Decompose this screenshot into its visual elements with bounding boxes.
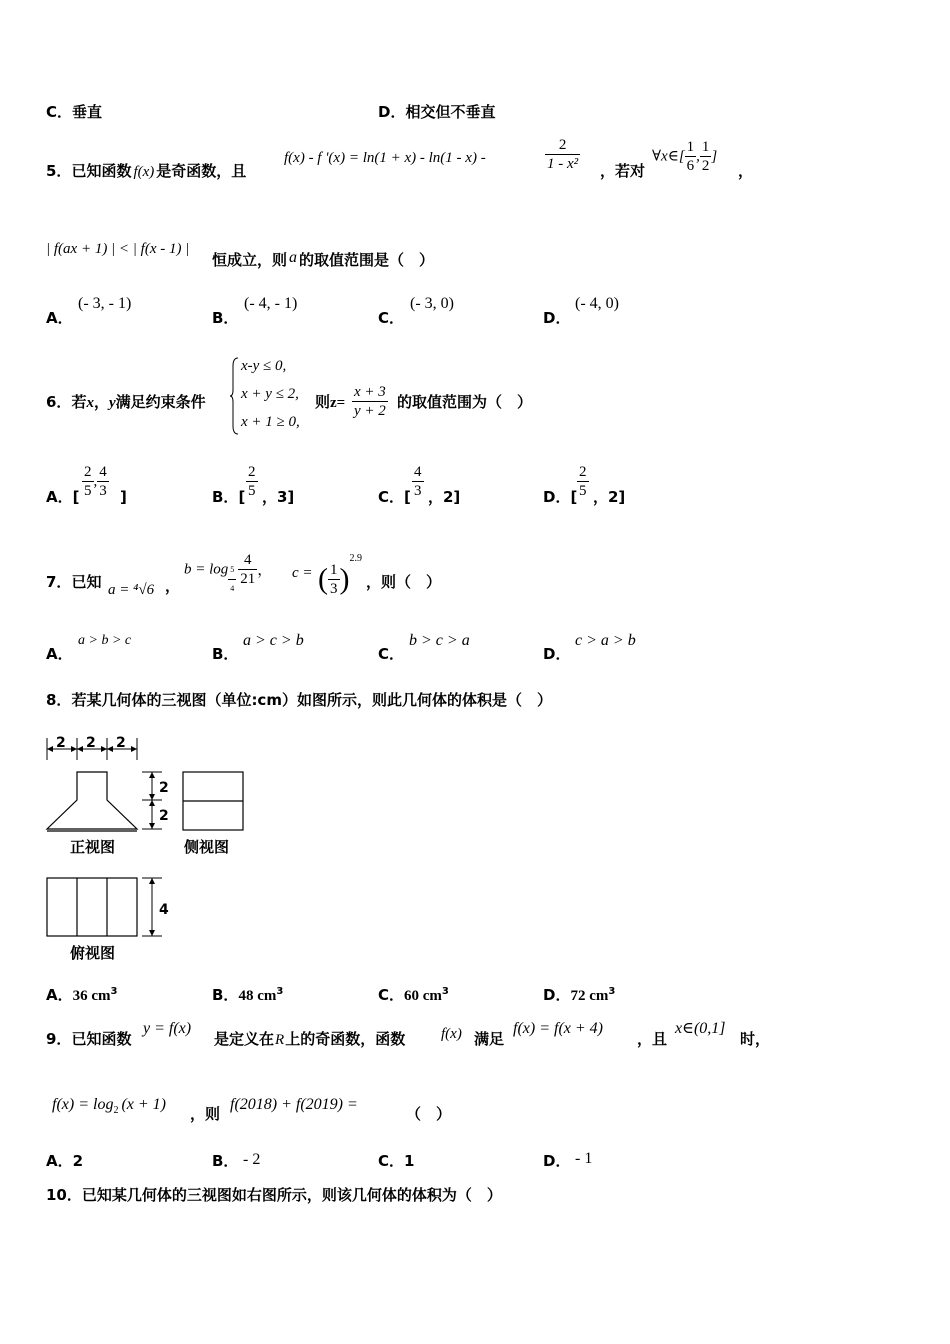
q8-option-a-exp: 3 xyxy=(110,986,118,997)
q4-option-d-letter: D． xyxy=(378,103,406,121)
q5-option-a-letter: A． xyxy=(46,309,73,327)
q9-text-7: ，则 xyxy=(190,1105,221,1123)
q7-option-d-value: c > a > b xyxy=(575,632,636,649)
q7-option-c-value: b > c > a xyxy=(409,632,470,649)
q5-option-b-letter: B． xyxy=(212,309,239,327)
q5-frac-den: 1 - x² xyxy=(547,156,579,172)
q5-frac-num: 2 xyxy=(545,136,580,155)
q6-text-4: 的取值范围为（ ） xyxy=(397,393,533,411)
q7-option-b-value: a > c > b xyxy=(243,632,304,649)
q7-b-base-num: 5 xyxy=(228,561,236,580)
q5-option-c-value: (- 3, 0) xyxy=(410,295,454,312)
q8-front-view-label: 正视图 xyxy=(70,838,116,856)
q5-interval-comma: , xyxy=(696,148,700,165)
q7-b-frac-den: 21 xyxy=(240,571,256,587)
q6-option-d-rest: ，2] xyxy=(593,488,626,506)
q5-interval-f1-num: 1 xyxy=(686,139,695,155)
q8-option-a-letter: A． xyxy=(46,986,73,1004)
q9-text-8: （ ） xyxy=(406,1105,452,1123)
q7-option-a-letter: A． xyxy=(46,645,73,663)
q9-sum: f(2018) + f(2019) = xyxy=(230,1096,358,1113)
q9-text-4: 满足 xyxy=(474,1030,505,1048)
q9-stem-part1 xyxy=(46,1030,131,1048)
q6-objective-fraction xyxy=(352,383,388,420)
q9-definition xyxy=(52,1096,166,1120)
q6-number: 6． xyxy=(46,393,72,411)
q6-option-a-close: ] xyxy=(120,488,127,506)
q7-option-a-value: a > b > c xyxy=(78,633,132,648)
q6-option-d-den: 5 xyxy=(579,483,587,499)
q6-constraint-brace xyxy=(230,356,240,440)
q8-option-d xyxy=(543,983,615,1005)
q6-text-2: 满足约束条件 xyxy=(115,393,206,411)
q9-fx: f(x) xyxy=(441,1026,462,1042)
q10-text: 已知某几何体的三视图如右图所示，则该几何体的体积为（ ） xyxy=(81,1186,502,1204)
q9-def-log: f(x) = log xyxy=(52,1096,114,1113)
q7-text-1: 已知 xyxy=(71,573,102,591)
q6-var-z: z= xyxy=(330,395,346,411)
q6-stem-part1 xyxy=(46,393,206,412)
q7-option-b-letter: B． xyxy=(212,645,239,663)
q8-option-b xyxy=(212,983,283,1005)
q5-option-d-value: (- 4, 0) xyxy=(575,295,619,312)
q4-option-c-text: 垂直 xyxy=(72,103,103,121)
q8-dim-top-2: 2 xyxy=(86,735,96,751)
q6-option-a xyxy=(46,488,79,506)
q6-sep: ， xyxy=(93,393,109,411)
q9-option-a-letter: A． xyxy=(46,1152,73,1170)
q5-inequality: | f(ax + 1) | < | f(x - 1) | xyxy=(46,241,190,257)
q6-option-b-den: 5 xyxy=(248,483,256,499)
q6-option-a-n2: 4 xyxy=(99,464,107,480)
q7-c-paren-close: ) xyxy=(339,562,350,596)
q6-option-a-letter: A． xyxy=(46,488,73,506)
q5-text-2: 是奇函数，且 xyxy=(156,162,247,180)
q9-option-c xyxy=(378,1152,414,1170)
q4-option-d-text: 相交但不垂直 xyxy=(405,103,496,121)
q7-b-log: b = log xyxy=(184,561,229,578)
q5-text-1: 已知函数 xyxy=(71,162,132,180)
q5-fx: f(x) xyxy=(133,164,155,180)
q6-option-c-letter: C． xyxy=(378,488,405,506)
q7-c-exponent: 2.9 xyxy=(349,553,362,564)
q7-a-expr: a = ⁴√6 xyxy=(108,582,155,598)
q5-text-4: ， xyxy=(738,162,754,180)
q6-option-c-den: 3 xyxy=(414,483,422,499)
q6-option-b-letter: B． xyxy=(212,488,239,506)
q6-constraint-2: x + y ≤ 2, xyxy=(241,386,299,402)
q6-option-c-fraction xyxy=(412,463,424,500)
q5-equation-fraction xyxy=(545,136,580,173)
q5-stem-part2 xyxy=(212,249,434,269)
q7-number: 7． xyxy=(46,573,72,591)
q6-var-y: y xyxy=(108,395,116,411)
q8-option-c-value: 60 cm xyxy=(404,988,442,1004)
q5-interval xyxy=(652,138,717,175)
q6-objective-den: y + 2 xyxy=(354,403,386,419)
q8-option-b-letter: B． xyxy=(212,986,239,1004)
q8-dim-plan: 4 xyxy=(159,902,169,918)
q8-top-view-label: 俯视图 xyxy=(70,944,116,962)
q7-b-base-den: 4 xyxy=(230,583,235,593)
q5-interval-f1-den: 6 xyxy=(686,158,695,174)
q8-dim-top-1: 2 xyxy=(56,735,66,751)
q6-constraint-1: x-y ≤ 0, xyxy=(241,358,287,374)
q5-equation-lhs: f(x) - f '(x) = ln(1 + x) - ln(1 - x) - xyxy=(284,150,486,166)
q6-option-b-fraction xyxy=(246,463,258,500)
q7-comma-2: ， xyxy=(257,560,273,579)
q5-option-c-letter: C． xyxy=(378,309,405,327)
q6-option-d-fraction xyxy=(577,463,589,500)
q7-stem-part1 xyxy=(46,573,101,591)
q8-option-d-letter: D． xyxy=(543,986,571,1004)
q9-period: f(x) = f(x + 4) xyxy=(513,1020,603,1037)
q9-option-d-value: - 1 xyxy=(575,1150,593,1167)
q6-text-3: 则 xyxy=(315,393,331,411)
q9-text-3: 上的奇函数，函数 xyxy=(285,1030,406,1048)
q9-number: 9． xyxy=(46,1030,72,1048)
q6-option-b xyxy=(212,488,245,506)
q8-text: 若某几何体的三视图（单位:cm）如图所示，则此几何体的体积是（ ） xyxy=(71,691,552,709)
q6-option-b-open: [ xyxy=(238,488,246,506)
q8-option-c-exp: 3 xyxy=(441,986,449,997)
q5-option-b-value: (- 4, - 1) xyxy=(244,295,298,312)
q8-option-d-exp: 3 xyxy=(608,986,616,997)
q5-interval-f2-num: 1 xyxy=(701,139,710,155)
q9-domain: x∈(0,1] xyxy=(675,1020,726,1037)
q9-stem-part2 xyxy=(214,1030,405,1049)
q6-option-d xyxy=(543,488,577,506)
q6-option-d-num: 2 xyxy=(579,464,587,480)
q8-stem xyxy=(46,691,552,709)
q9-text-5: ，且 xyxy=(637,1030,668,1048)
q6-option-a-open: [ xyxy=(72,488,80,506)
q6-option-d-letter: D． xyxy=(543,488,571,506)
q6-option-a-comma: , xyxy=(93,473,98,490)
q9-var-r: R xyxy=(275,1032,285,1048)
q8-option-c-letter: C． xyxy=(378,986,405,1004)
q5-var-a: a xyxy=(289,249,298,266)
q7-option-d-letter: D． xyxy=(543,645,571,663)
q4-option-d xyxy=(378,103,495,121)
q6-var-x: x xyxy=(86,395,94,411)
q5-interval-f2-den: 2 xyxy=(701,158,710,174)
q8-dim-side-2: 2 xyxy=(159,808,169,824)
q6-option-a-d2: 3 xyxy=(99,483,107,499)
q8-option-b-exp: 3 xyxy=(276,986,284,997)
q8-dim-side-1: 2 xyxy=(159,780,169,796)
q8-option-a xyxy=(46,983,117,1005)
q9-text-6: 时， xyxy=(740,1030,771,1048)
q5-interval-close: ] xyxy=(711,148,718,165)
q5-text-5: 恒成立，则 xyxy=(212,251,288,269)
q8-dim-top-3: 2 xyxy=(116,735,126,751)
q7-c-expr: c = xyxy=(292,565,313,581)
q6-option-a-d1: 5 xyxy=(84,483,92,499)
q10-number: 10． xyxy=(46,1186,82,1204)
q8-option-b-value: 48 cm xyxy=(238,988,277,1004)
q8-option-a-value: 36 cm xyxy=(72,988,111,1004)
q5-number: 5． xyxy=(46,162,72,180)
q5-text-6: 的取值范围是（ ） xyxy=(299,251,435,269)
q7-c-frac-den: 3 xyxy=(330,581,338,598)
q7-b-frac-num: 4 xyxy=(238,551,257,570)
q6-option-c-rest: ，2] xyxy=(428,488,461,506)
q6-brace-icon xyxy=(230,356,240,436)
q7-c-paren-open: ( xyxy=(318,562,328,596)
q6-objective-num: x + 3 xyxy=(354,384,386,400)
q9-option-b-value: - 2 xyxy=(243,1151,261,1168)
q6-option-a-fractions xyxy=(82,463,109,500)
q9-option-b-letter: B． xyxy=(212,1152,239,1170)
q5-option-a-value: (- 3, - 1) xyxy=(78,295,132,312)
q8-number: 8． xyxy=(46,691,72,709)
q6-option-c xyxy=(378,488,411,506)
q4-option-c-letter: C． xyxy=(46,103,73,121)
q8-option-c xyxy=(378,983,449,1005)
q6-option-c-open: [ xyxy=(404,488,411,506)
q8-side-view-label: 侧视图 xyxy=(184,838,230,856)
q5-stem-part1 xyxy=(46,162,246,181)
q6-option-d-open: [ xyxy=(570,488,578,506)
q6-stem-part2 xyxy=(315,393,345,412)
q9-option-d-letter: D． xyxy=(543,1152,571,1170)
q7-text-2: ，则（ ） xyxy=(366,573,442,591)
q7-option-c-letter: C． xyxy=(378,645,405,663)
q6-text-1: 若 xyxy=(71,393,87,411)
q9-text-1: 已知函数 xyxy=(71,1030,132,1048)
q6-constraint-3: x + 1 ≥ 0, xyxy=(241,414,300,430)
q5-option-d-letter: D． xyxy=(543,309,571,327)
q7-c-frac-num: 1 xyxy=(330,562,338,579)
q5-text-3: ，若对 xyxy=(600,162,646,180)
q7-b-expr xyxy=(184,551,272,598)
q6-option-c-num: 4 xyxy=(414,464,422,480)
q9-def-arg: (x + 1) xyxy=(121,1096,167,1113)
q5-forall: ∀x∈[ xyxy=(652,148,685,165)
q9-option-c-value: 1 xyxy=(404,1152,415,1170)
q9-option-a xyxy=(46,1152,83,1170)
q9-option-c-letter: C． xyxy=(378,1152,405,1170)
q9-option-a-value: 2 xyxy=(72,1152,84,1170)
q6-option-b-num: 2 xyxy=(248,464,256,480)
q6-option-a-n1: 2 xyxy=(84,464,92,480)
q10-stem xyxy=(46,1186,502,1204)
q9-yfx: y = f(x) xyxy=(143,1020,192,1037)
q7-comma-1: ， xyxy=(165,577,181,595)
q9-text-2: 是定义在 xyxy=(214,1030,275,1048)
q6-option-b-rest: ，3] xyxy=(262,488,295,506)
q7-c-power xyxy=(318,550,362,598)
q9-def-base: 2 xyxy=(113,1105,119,1117)
q8-option-d-value: 72 cm xyxy=(570,988,609,1004)
q4-option-c xyxy=(46,103,102,121)
